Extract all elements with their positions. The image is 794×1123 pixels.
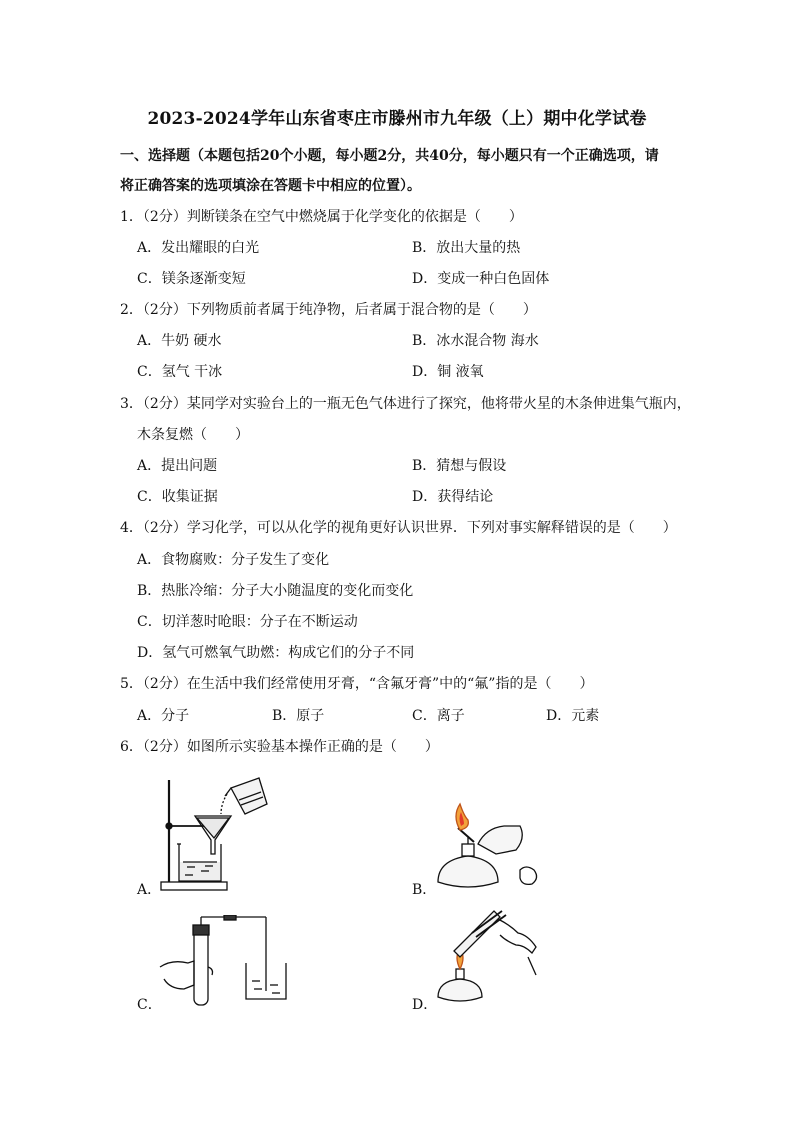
question-4-option-c: C．切洋葱时呛眼：分子在不断运动 — [137, 614, 358, 630]
question-2-option-b: B．冰水混合物 海水 — [412, 333, 539, 349]
alcohol-lamp-lighting-figure — [430, 798, 550, 896]
question-3-stem-line2: 木条复燃（ ） — [137, 427, 249, 443]
section-heading-line2: 将正确答案的选项填涂在答题卡中相应的位置）。 — [120, 178, 421, 194]
question-3-stem-line1: 3．（2分）某同学对实验台上的一瓶无色气体进行了探究，他将带火星的木条伸进集气瓶内， — [120, 396, 691, 412]
question-2-option-c: C．氢气 干冰 — [137, 364, 223, 380]
question-2-stem: 2．（2分）下列物质前者属于纯净物，后者属于混合物的是（ ） — [120, 302, 537, 318]
question-2-option-a: A．牛奶 硬水 — [137, 333, 222, 349]
question-1-option-b: B．放出大量的热 — [412, 240, 521, 256]
question-6-option-c: C． — [137, 997, 162, 1013]
question-1-option-d: D．变成一种白色固体 — [412, 271, 550, 287]
section-heading-line1: 一、选择题（本题包括20个小题，每小题2分，共40分，每小题只有一个正确选项，请 — [120, 148, 659, 164]
question-6-stem: 6．（2分）如图所示实验基本操作正确的是（ ） — [120, 739, 439, 755]
question-1-option-c: C．镁条逐渐变短 — [137, 271, 246, 287]
question-6-option-d: D． — [412, 997, 438, 1013]
airtightness-check-figure — [158, 915, 288, 1011]
question-3-option-c: C．收集证据 — [137, 489, 218, 505]
question-4-stem: 4．（2分）学习化学，可以从化学的视角更好认识世界．下列对事实解释错误的是（ ） — [120, 520, 677, 536]
question-5-option-c: C．离子 — [412, 708, 465, 724]
question-5-option-d: D．元素 — [546, 708, 600, 724]
filtration-apparatus-figure — [155, 770, 275, 895]
question-3-option-b: B．猜想与假设 — [412, 458, 507, 474]
question-6-option-a: A． — [137, 882, 162, 898]
question-2-option-d: D．铜 液氧 — [412, 364, 484, 380]
question-5-stem: 5．（2分）在生活中我们经常使用牙膏，“含氟牙膏”中的“氟”指的是（ ） — [120, 676, 594, 692]
question-3-option-d: D．获得结论 — [412, 489, 494, 505]
question-5-option-b: B．原子 — [272, 708, 325, 724]
question-4-option-a: A．食物腐败：分子发生了变化 — [137, 552, 330, 568]
question-6-option-b: B． — [412, 882, 437, 898]
page-title: 2023-2024学年山东省枣庄市滕州市九年级（上）期中化学试卷 — [147, 109, 647, 129]
question-3-option-a: A．提出问题 — [137, 458, 218, 474]
question-4-option-b: B．热胀冷缩：分子大小随温度的变化而变化 — [137, 583, 414, 599]
question-1-stem: 1．（2分）判断镁条在空气中燃烧属于化学变化的依据是（ ） — [120, 209, 523, 225]
question-1-option-a: A．发出耀眼的白光 — [137, 240, 260, 256]
question-5-option-a: A．分子 — [137, 708, 190, 724]
question-4-option-d: D．氢气可燃氧气助燃：构成它们的分子不同 — [137, 645, 415, 661]
test-tube-heating-figure — [432, 905, 542, 1009]
